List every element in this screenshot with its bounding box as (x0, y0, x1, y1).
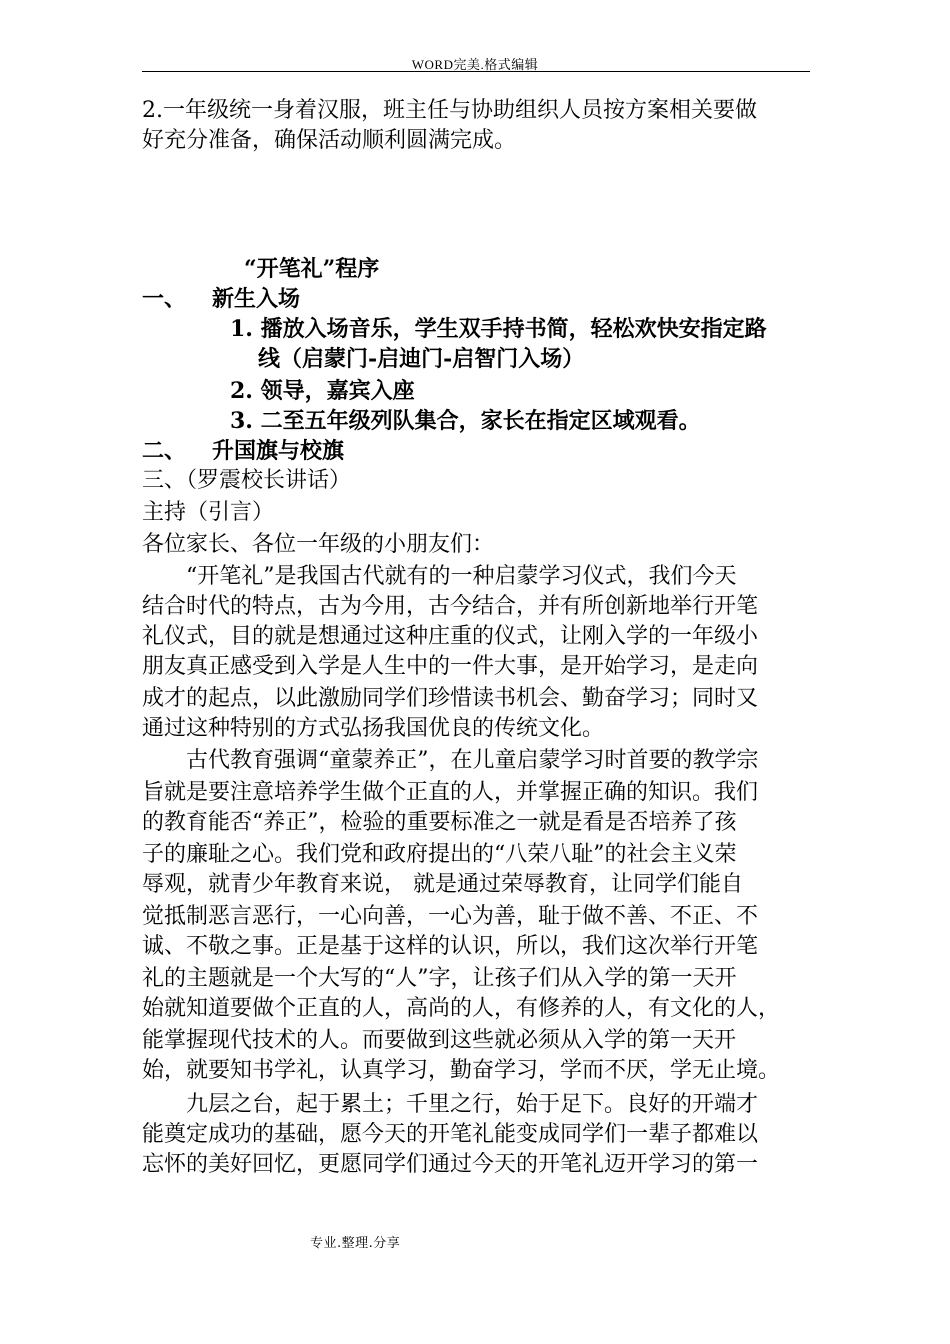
paragraph-2-line: 始就知道要做个正直的人，高尚的人，有修养的人，有文化的人， (142, 996, 781, 1021)
paragraph-2-line: 辱观，就青少年教育来说， 就是通过荣辱教育，让同学们能自 (142, 872, 743, 897)
program-title: “开笔礼”程序 (244, 256, 380, 282)
paragraph-2-line: 旨就是要注意培养学生做个正直的人，并掌握正确的知识。我们 (142, 780, 759, 805)
page-header: WORD完美.格式编辑 (411, 57, 539, 72)
paragraph-1-line: 成才的起点，以此激励同学们珍惜读书机会、勤奋学习；同时又 (142, 686, 759, 711)
paragraph-2-line: 能掌握现代技术的人。而要做到这些就必须从入学的第一天开 (142, 1028, 737, 1053)
paragraph-2-line: 子的廉耻之心。我们党和政府提出的“八荣八耻”的社会主义荣 (142, 842, 737, 867)
section-3: 三、（罗震校长讲话） (142, 468, 352, 493)
paragraph-3-line: 忘怀的美好回忆，更愿同学们通过今天的开笔礼迈开学习的第一 (142, 1152, 759, 1177)
section-title-2: 升国旗与校旗 (212, 438, 345, 464)
intro-line-2: 好充分准备，确保活动顺利圆满完成。 (142, 128, 517, 153)
paragraph-3-line: 能奠定成功的基础，愿今天的开笔礼能变成同学们一辈子都难以 (142, 1122, 759, 1147)
paragraph-1-line: 朋友真正感受到入学是人生中的一件大事，是开始学习，是走向 (142, 654, 759, 679)
step-2: 2. 领导，嘉宾入座 (230, 378, 415, 404)
intro-line-1: 2.一年级统一身着汉服，班主任与协助组织人员按方案相关要做 (142, 98, 757, 123)
section-title-1: 新生入场 (212, 286, 301, 312)
header-rule (142, 71, 810, 72)
section-number-1: 一、 (142, 286, 187, 312)
step-1-line-2: 线（启蒙门-启迪门-启智门入场） (258, 346, 585, 372)
paragraph-2-line: 诚、不敬之事。正是基于这样的认识，所以，我们这次举行开笔 (142, 934, 759, 959)
paragraph-1-line: 结合时代的特点，古为今用，古今结合，并有所创新地举行开笔 (142, 594, 759, 619)
paragraph-1-line: “开笔礼”是我国古代就有的一种启蒙学习仪式，我们今天 (186, 564, 737, 589)
section-number-2: 二、 (142, 438, 187, 464)
page-footer: 专业.整理.分享 (310, 1236, 401, 1251)
greeting: 各位家长、各位一年级的小朋友们： (142, 532, 495, 557)
paragraph-3-line: 九层之台，起于累土；千里之行，始于足下。良好的开端才 (186, 1092, 759, 1117)
step-1-line-1: 1. 播放入场音乐，学生双手持书简，轻松欢快安指定路 (230, 316, 767, 342)
paragraph-1-line: 通过这种特别的方式弘扬我国优良的传统文化。 (142, 716, 605, 741)
paragraph-2-line: 始，就要知书学礼，认真学习，勤奋学习，学而不厌，学无止境。 (142, 1058, 781, 1083)
paragraph-2-line: 古代教育强调“童蒙养正”，在儿童启蒙学习时首要的教学宗 (186, 748, 759, 773)
paragraph-2-line: 礼的主题就是一个大写的“人”字，让孩子们从入学的第一天开 (142, 966, 737, 991)
paragraph-2-line: 觉抵制恶言恶行，一心向善，一心为善，耻于做不善、不正、不 (142, 904, 759, 929)
paragraph-1-line: 礼仪式，目的就是想通过这种庄重的仪式，让刚入学的一年级小 (142, 624, 759, 649)
host-intro: 主持（引言） (142, 500, 275, 525)
step-3: 3. 二至五年级列队集合，家长在指定区域观看。 (230, 408, 701, 434)
paragraph-2-line: 的教育能否“养正”，检验的重要标准之一就是看是否培养了孩 (142, 810, 737, 835)
